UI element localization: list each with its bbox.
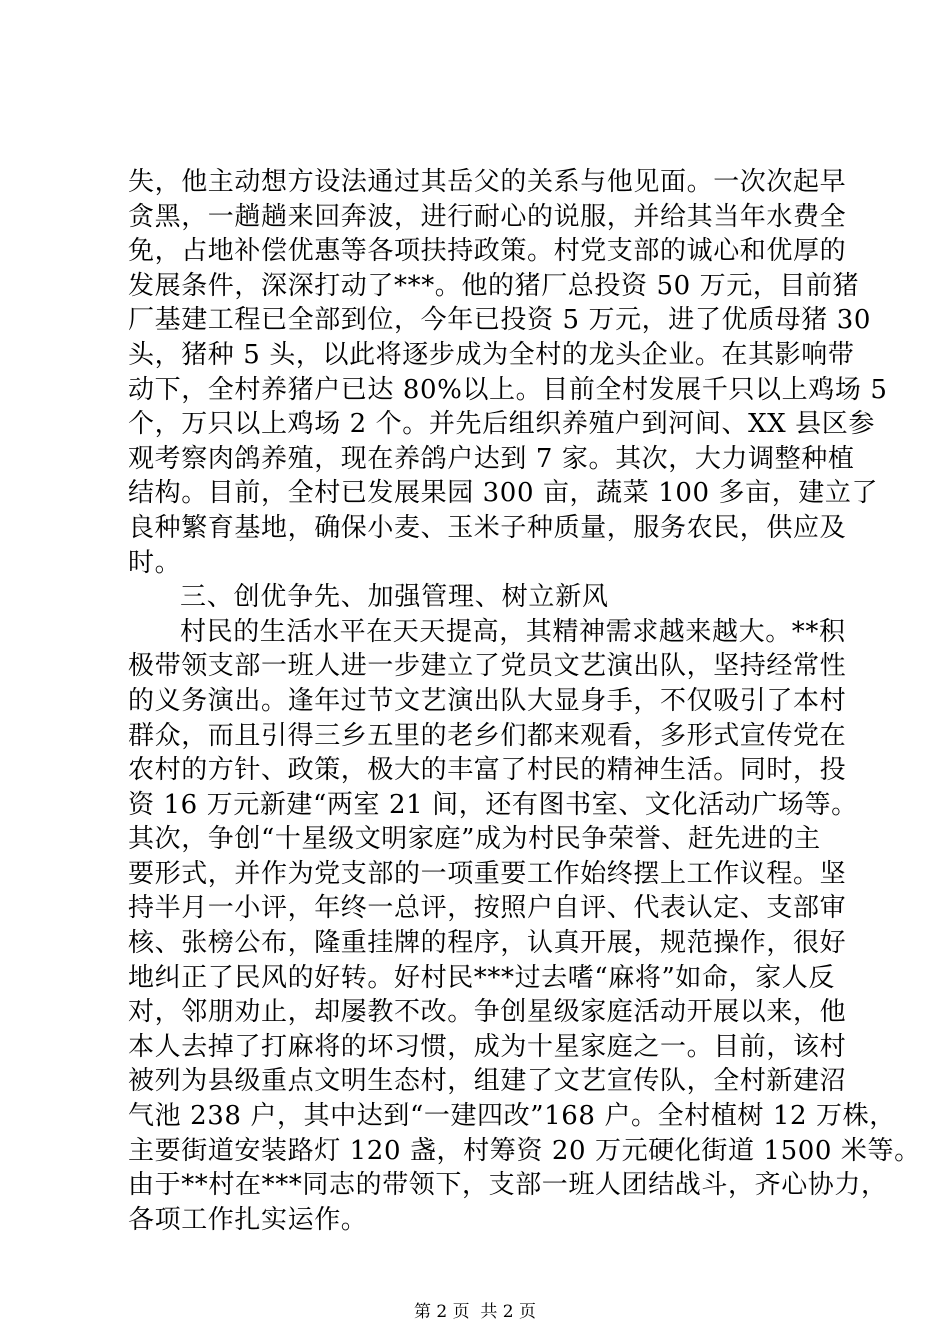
paragraph-2 [128, 615, 921, 1238]
document-body [128, 165, 921, 1237]
text-line: 厂基建工程已全部到位，今年已投资 5 万元，进了优质母猪 30 [128, 305, 872, 336]
text-line: 持半月一小评，年终一总评，按照户自评、代表认定、支部审 [128, 893, 847, 924]
text-line: 要形式，并作为党支部的一项重要工作始终摆上工作议程。坚 [128, 858, 847, 889]
text-line: 动下，全村养猪户已达 80%以上。目前全村发展千只以上鸡场 5 [128, 374, 888, 405]
text-line: 由于**村在***同志的带领下，支部一班人团结战斗，齐心协力， [128, 1170, 888, 1201]
text-line: 本人去掉了打麻将的坏习惯，成为十星家庭之一。目前，该村 [128, 1031, 847, 1062]
text-line: 贪黑，一趟趟来回奔波，进行耐心的说服，并给其当年水费全 [128, 201, 847, 232]
text-line: 被列为县级重点文明生态村，组建了文艺宣传队，全村新建沼 [128, 1066, 847, 1097]
text-line: 个，万只以上鸡场 2 个。并先后组织养殖户到河间、XX 县区参 [128, 409, 875, 440]
text-line: 发展条件，深深打动了***。他的猪厂总投资 50 万元，目前猪 [128, 270, 860, 301]
paragraph-1 [128, 165, 888, 580]
text-line: 结构。目前，全村已发展果园 300 亩，蔬菜 100 多亩，建立了 [128, 478, 879, 509]
section-heading: 三、创优争先、加强管理、树立新风 [180, 582, 609, 613]
text-line: 免，占地补偿优惠等各项扶持政策。村党支部的诚心和优厚的 [128, 236, 847, 267]
text-line: 各项工作扎实运作。 [128, 1204, 368, 1235]
text-line: 的义务演出。逢年过节文艺演出队大显身手，不仅吸引了本村 [128, 685, 847, 716]
text-line: 良种繁育基地，确保小麦、玉米子种质量，服务农民，供应及 [128, 512, 847, 543]
text-line: 核、张榜公布，隆重挂牌的程序，认真开展，规范操作，很好 [128, 928, 847, 959]
page-footer: 第 2 页 共 2 页 [413, 1302, 537, 1322]
text-line: 气池 238 户，其中达到“一建四改”168 户。全村植树 12 万株， [128, 1101, 896, 1132]
text-line: 主要街道安装路灯 120 盏，村筹资 20 万元硬化街道 1500 米等。 [128, 1135, 921, 1166]
text-line: 对，邻朋劝止，却屡教不改。争创星级家庭活动开展以来，他 [128, 997, 847, 1028]
text-line: 地纠正了民风的好转。好村民***过去嗜“麻将”如命，家人反 [128, 962, 835, 993]
text-line: 农村的方针、政策，极大的丰富了村民的精神生活。同时，投 [128, 755, 847, 786]
text-line: 村民的生活水平在天天提高，其精神需求越来越大。**积 [180, 616, 846, 647]
text-line: 时。 [128, 547, 182, 578]
text-line: 群众，而且引得三乡五里的老乡们都来观看，多形式宣传党在 [128, 720, 847, 751]
text-line: 其次，争创“十星级文明家庭”成为村民争荣誉、赶先进的主 [128, 824, 821, 855]
text-line: 极带领支部一班人进一步建立了党员文艺演出队，坚持经常性 [128, 651, 847, 682]
text-line: 失，他主动想方设法通过其岳父的关系与他见面。一次次起早 [128, 167, 847, 197]
text-line: 资 16 万元新建“两室 21 间，还有图书室、文化活动广场等。 [128, 789, 858, 820]
text-line: 头，猪种 5 头，以此将逐步成为全村的龙头企业。在其影响带 [128, 339, 855, 370]
text-line: 观考察肉鸽养殖，现在养鸽户达到 7 家。其次，大力调整种植 [128, 443, 855, 474]
